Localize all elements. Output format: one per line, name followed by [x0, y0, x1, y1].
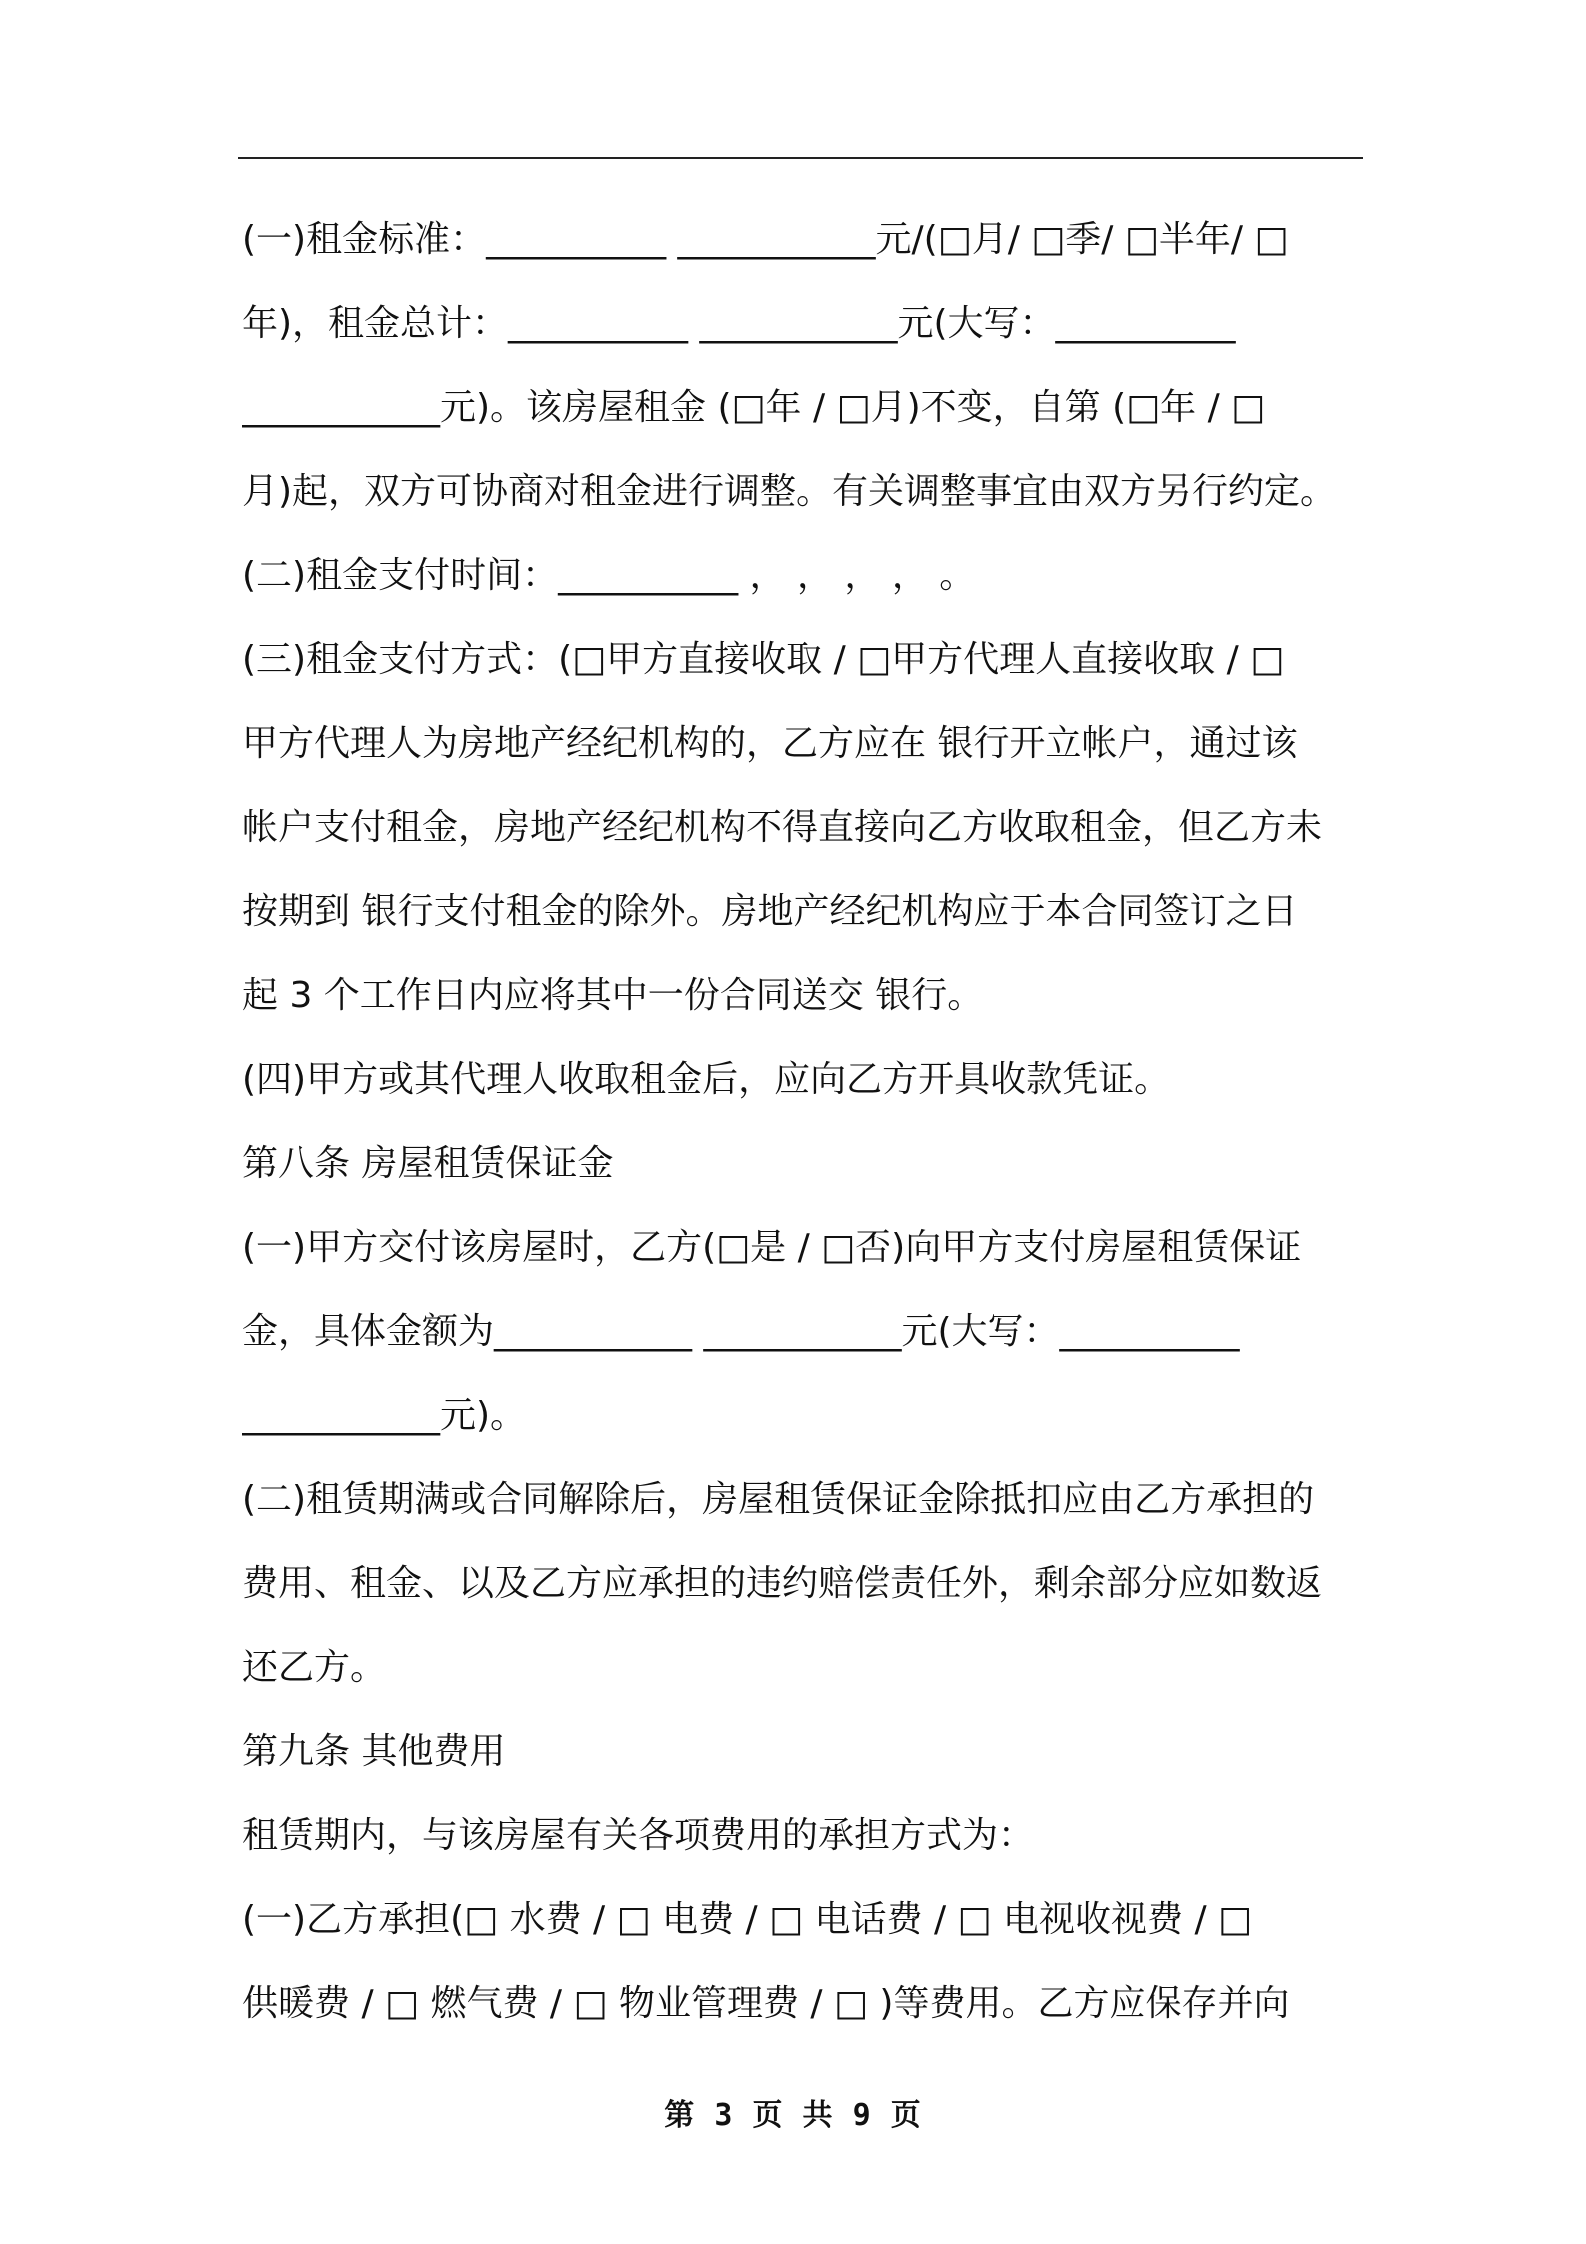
page-number: 第 3 页 共 9 页 [664, 2098, 922, 2133]
text-line: (二)租金支付时间：__________ ， ， ， ， 。 [242, 555, 976, 596]
text-line: 供暖费 / □ 燃气费 / □ 物业管理费 / □ )等费用。乙方应保存并向 [242, 1983, 1290, 2024]
text-line: (三)租金支付方式：(□甲方直接收取 / □甲方代理人直接收取 / □ [242, 639, 1285, 680]
text-line: 帐户支付租金，房地产经纪机构不得直接向乙方收取租金，但乙方未 [242, 807, 1323, 848]
text-line: 月)起，双方可协商对租金进行调整。有关调整事宜由双方另行约定。 [242, 471, 1337, 512]
text-line: 起 3 个工作日内应将其中一份合同送交 银行。 [242, 975, 984, 1016]
article-heading: 第八条 房屋租赁保证金 [242, 1143, 614, 1184]
header-rule [238, 157, 1363, 159]
text-line: (二)租赁期满或合同解除后，房屋租赁保证金除抵扣应由乙方承担的 [242, 1479, 1315, 1520]
article-heading: 第九条 其他费用 [242, 1731, 506, 1772]
text-line: 还乙方。 [242, 1647, 387, 1688]
text-line: 金，具体金额为___________ ___________元(大写：__________ [242, 1311, 1240, 1352]
text-line: 按期到 银行支付租金的除外。房地产经纪机构应于本合同签订之日 [242, 891, 1298, 932]
document-body [242, 198, 1362, 2046]
text-line: 租赁期内，与该房屋有关各项费用的承担方式为： [242, 1815, 1035, 1856]
text-line: ___________元)。该房屋租金 (□年 / □月)不变，自第 (□年 / □ [242, 387, 1266, 428]
text-line: 费用、租金、以及乙方应承担的违约赔偿责任外，剩余部分应如数返 [242, 1563, 1323, 1604]
text-line: (一)租金标准：__________ ___________元/(□月/ □季/ □半年/ □ [242, 219, 1289, 260]
text-line: (一)乙方承担(□ 水费 / □ 电费 / □ 电话费 / □ 电视收视费 / □ [242, 1899, 1253, 1940]
text-line: 甲方代理人为房地产经纪机构的，乙方应在 银行开立帐户，通过该 [242, 723, 1298, 764]
text-line: ___________元)。 [242, 1395, 527, 1436]
text-line: 年)，租金总计：__________ ___________元(大写：__________ [242, 303, 1236, 344]
text-line: (一)甲方交付该房屋时，乙方(□是 / □否)向甲方支付房屋租赁保证 [242, 1227, 1302, 1268]
text-line: (四)甲方或其代理人收取租金后，应向乙方开具收款凭证。 [242, 1059, 1171, 1100]
